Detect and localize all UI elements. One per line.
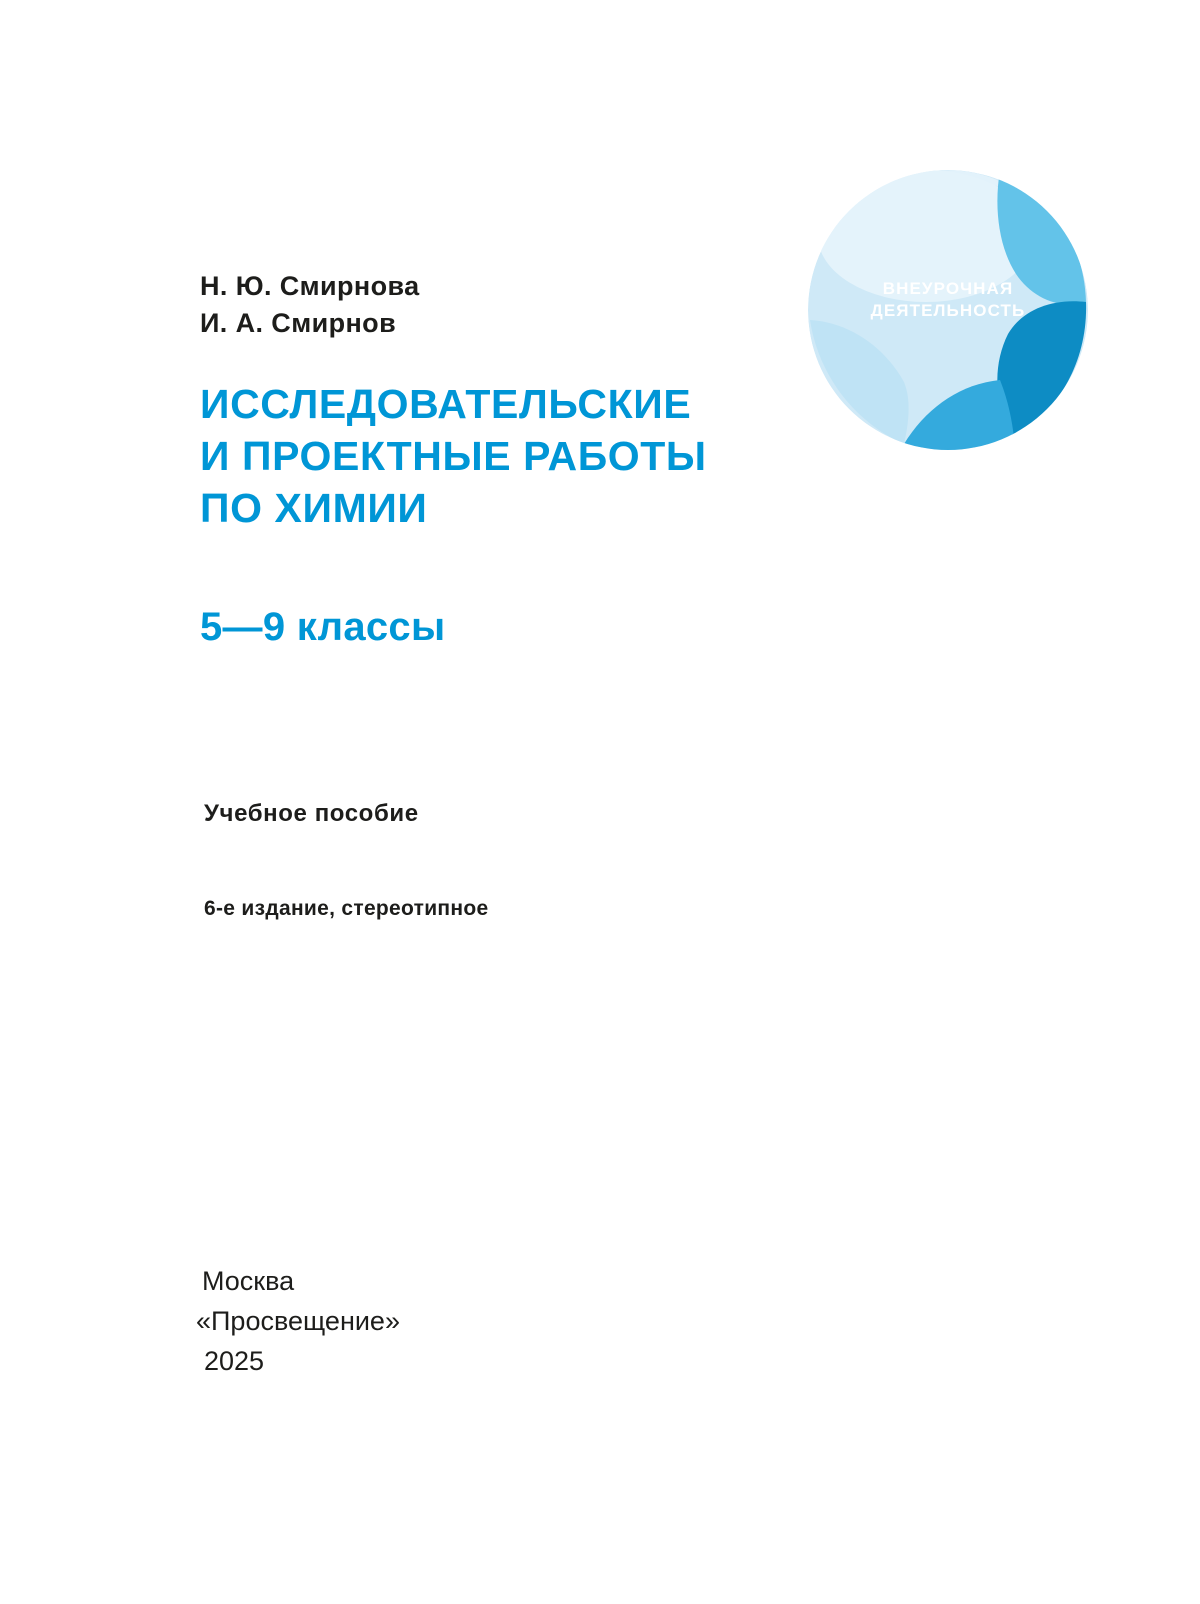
series-logo [808,170,1088,450]
imprint-publisher: «Просвещение» [196,1305,400,1336]
imprint-year: 2025 [204,1345,265,1376]
edition-note: 6-е издание, стереотипное [204,897,489,920]
series-logo-line2: ДЕЯТЕЛЬНОСТЬ [870,300,1026,320]
authors-block [200,268,420,343]
title-line: ИССЛЕДОВАТЕЛЬСКИЕ [200,381,692,427]
imprint-city: Москва [202,1266,295,1296]
author-name: Н. Ю. Смирнова [200,271,420,301]
author-name: И. А. Смирнов [200,308,397,339]
series-logo-line1: ВНЕУРОЧНАЯ [882,279,1014,298]
imprint-block [196,1262,400,1382]
grade-range: 5—9 классы [200,605,446,649]
title-line: И ПРОЕКТНЫЕ РАБОТЫ [200,433,707,480]
subtitle: Учебное пособие [204,800,419,827]
series-logo-icon [808,170,1088,450]
title-line: ПО ХИМИИ [200,485,428,532]
page-title [200,378,840,534]
